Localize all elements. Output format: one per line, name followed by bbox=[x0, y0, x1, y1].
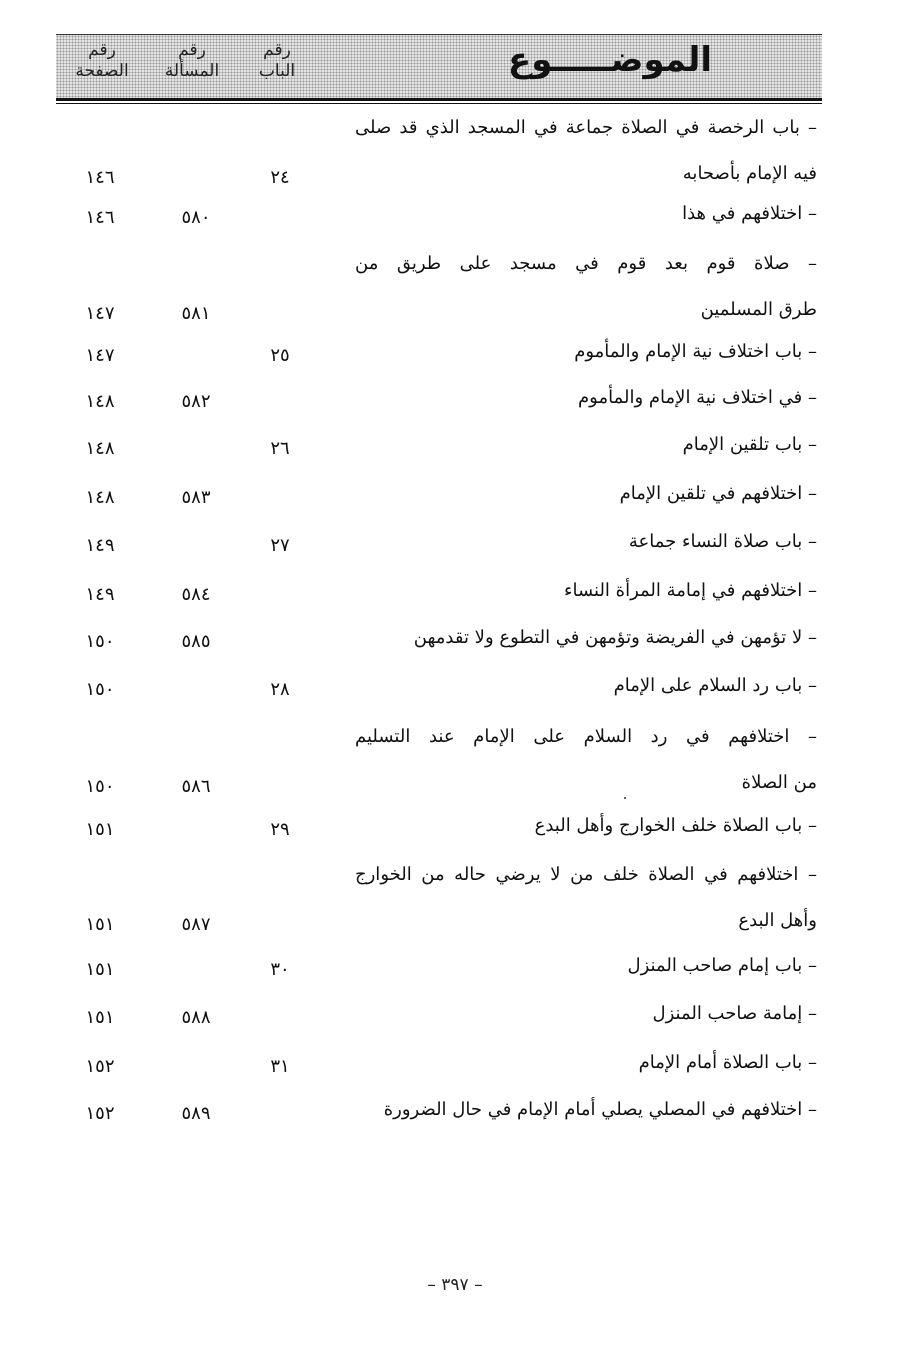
entry-masala-number: ٥٨٣ bbox=[181, 487, 211, 508]
entry-text: – باب تلقين الإمام bbox=[682, 434, 817, 455]
entry-page-number: ١٥٢ bbox=[85, 1103, 115, 1124]
col-head-bab-line2: الباب bbox=[258, 61, 296, 81]
entry-page-number: ١٤٨ bbox=[85, 438, 115, 459]
entry-text: – لا تؤمهن في الفريضة وتؤمهن في التطوع ولا تقدمهن bbox=[413, 627, 817, 648]
entry-bab-number: ٢٨ bbox=[270, 679, 290, 700]
entry-text: – اختلافهم في هذا bbox=[682, 203, 817, 224]
col-head-masala-line2: المسألة bbox=[164, 61, 220, 81]
col-head-page-line1: رقم bbox=[88, 40, 116, 60]
entry-page-number: ١٥٢ bbox=[85, 1056, 115, 1077]
entry-bab-number: ٢٥ bbox=[270, 345, 290, 366]
entry-text: فيه الإمام بأصحابه bbox=[682, 163, 817, 184]
entry-text: – في اختلاف نية الإمام والمأموم bbox=[578, 387, 817, 408]
entry-text: – اختلافهم في الصلاة خلف من لا يرضي حاله من الخوارج bbox=[355, 864, 817, 885]
entry-masala-number: ٥٨٤ bbox=[181, 584, 211, 605]
entry-page-number: ١٤٩ bbox=[85, 584, 115, 605]
entry-text: – باب صلاة النساء جماعة bbox=[628, 531, 817, 552]
header-divider bbox=[56, 98, 822, 101]
entry-masala-number: ٥٨٧ bbox=[181, 914, 211, 935]
entry-page-number: ١٥١ bbox=[85, 959, 115, 980]
entry-text: – باب رد السلام على الإمام bbox=[613, 675, 817, 696]
header-divider-thin bbox=[56, 103, 822, 104]
entry-text: – اختلافهم في المصلي يصلي أمام الإمام في حال الضرورة bbox=[383, 1099, 817, 1120]
entry-text: – صلاة قوم بعد قوم في مسجد على طريق من bbox=[355, 253, 817, 274]
entry-bab-number: ٢٩ bbox=[270, 819, 290, 840]
stray-dot bbox=[624, 797, 626, 799]
col-head-bab-line1: رقم bbox=[263, 40, 291, 60]
entry-page-number: ١٤٦ bbox=[85, 167, 115, 188]
entry-masala-number: ٥٨١ bbox=[181, 303, 211, 324]
entry-bab-number: ٢٤ bbox=[270, 167, 290, 188]
entry-page-number: ١٤٦ bbox=[85, 207, 115, 228]
entry-text: – باب الرخصة في الصلاة جماعة في المسجد الذي قد صلى bbox=[355, 117, 817, 138]
col-head-page-line2: الصفحة bbox=[75, 61, 129, 81]
entry-text: – باب الصلاة أمام الإمام bbox=[638, 1052, 817, 1073]
entry-page-number: ١٥١ bbox=[85, 914, 115, 935]
entry-text: وأهل البدع bbox=[738, 910, 817, 931]
entry-masala-number: ٥٨٠ bbox=[181, 207, 211, 228]
entry-bab-number: ٢٦ bbox=[270, 438, 290, 459]
entry-page-number: ١٤٧ bbox=[85, 345, 115, 366]
entry-page-number: ١٤٩ bbox=[85, 535, 115, 556]
entry-text: طرق المسلمين bbox=[700, 299, 817, 320]
entry-bab-number: ٣١ bbox=[270, 1056, 290, 1077]
col-head-bab bbox=[240, 40, 314, 82]
entry-text: من الصلاة bbox=[741, 772, 817, 793]
entry-text: – اختلافهم في إمامة المرأة النساء bbox=[564, 580, 817, 601]
topic-column-title: الموضـــــوع bbox=[507, 40, 713, 80]
entry-masala-number: ٥٨٢ bbox=[181, 391, 211, 412]
page-number: – ٣٩٧ – bbox=[427, 1275, 483, 1295]
entry-page-number: ١٥٠ bbox=[85, 631, 115, 652]
entry-masala-number: ٥٨٦ bbox=[181, 776, 211, 797]
entry-text: – إمامة صاحب المنزل bbox=[652, 1003, 817, 1024]
entry-bab-number: ٢٧ bbox=[270, 535, 290, 556]
entry-page-number: ١٤٨ bbox=[85, 391, 115, 412]
entry-text: – باب الصلاة خلف الخوارج وأهل البدع bbox=[534, 815, 817, 836]
entry-masala-number: ٥٨٩ bbox=[181, 1103, 211, 1124]
col-head-masala-line1: رقم bbox=[178, 40, 206, 60]
col-head-masala bbox=[150, 40, 234, 82]
entry-text: – اختلافهم في رد السلام على الإمام عند التسليم bbox=[355, 726, 817, 747]
entry-text: – باب إمام صاحب المنزل bbox=[627, 955, 817, 976]
entry-page-number: ١٥٠ bbox=[85, 679, 115, 700]
entry-page-number: ١٥٠ bbox=[85, 776, 115, 797]
entry-masala-number: ٥٨٨ bbox=[181, 1007, 211, 1028]
entry-page-number: ١٤٧ bbox=[85, 303, 115, 324]
entry-text: – باب اختلاف نية الإمام والمأموم bbox=[574, 341, 817, 362]
entry-masala-number: ٥٨٥ bbox=[181, 631, 211, 652]
entry-page-number: ١٥١ bbox=[85, 819, 115, 840]
entry-page-number: ١٤٨ bbox=[85, 487, 115, 508]
entry-page-number: ١٥١ bbox=[85, 1007, 115, 1028]
entry-text: – اختلافهم في تلقين الإمام bbox=[619, 483, 817, 504]
col-head-page bbox=[62, 40, 142, 82]
entry-bab-number: ٣٠ bbox=[270, 959, 290, 980]
